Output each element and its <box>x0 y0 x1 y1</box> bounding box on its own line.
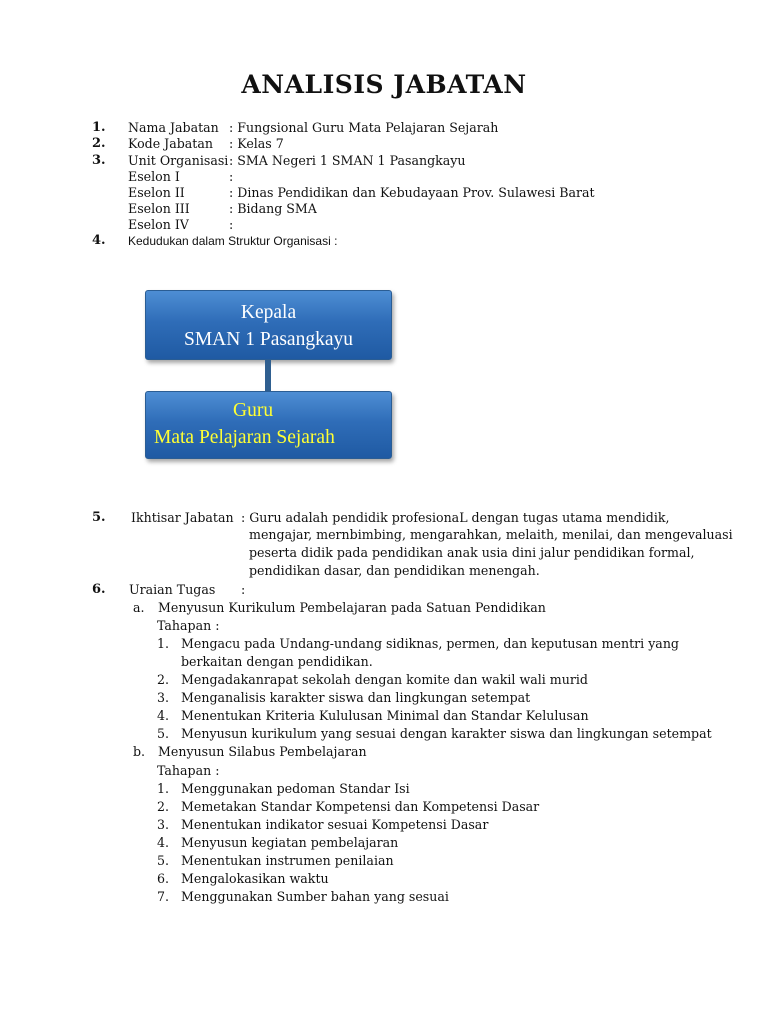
field-label: Unit Organisasi <box>128 153 229 168</box>
field-value: : Kelas 7 <box>229 136 284 151</box>
list-item <box>157 689 531 707</box>
list-text: Menyusun kurikulum yang sesuai dengan karakter siswa dan lingkungan setempat <box>181 726 712 741</box>
list-number: 6. <box>157 871 170 886</box>
list-text: Mengalokasikan waktu <box>181 871 329 886</box>
subsection-a <box>133 599 546 617</box>
org-box-line: Guru <box>233 400 274 421</box>
field-number: 1. <box>92 120 106 135</box>
list-number: 1. <box>157 636 170 651</box>
field-label: Eselon III <box>128 201 190 216</box>
field-value: : <box>229 217 234 232</box>
list-number: 2. <box>157 672 170 687</box>
tahapan-label: Tahapan : <box>157 763 220 778</box>
list-item <box>157 888 449 906</box>
list-text: Menentukan instrumen penilaian <box>181 853 394 868</box>
section-label: Uraian Tugas <box>129 582 216 597</box>
list-number: 3. <box>157 690 170 705</box>
list-text: Mengacu pada Undang-undang sidiknas, permen, dan keputusan mentri yang <box>181 636 679 651</box>
ikhtisar-line: peserta didik pada pendidikan anak usia dini jalur pendidikan formal, <box>249 545 695 560</box>
ikhtisar-line: pendidikan dasar, dan pendidikan menengah. <box>249 563 540 578</box>
list-number: 7. <box>157 889 170 904</box>
list-item <box>157 834 399 852</box>
org-box-kepala <box>145 290 392 360</box>
field-value: : <box>229 169 234 184</box>
list-text: Menggunakan pedoman Standar Isi <box>181 781 410 796</box>
section-colon: : <box>241 582 246 597</box>
list-text: Menganalisis karakter siswa dan lingkungan setempat <box>181 690 531 705</box>
list-text: Memetakan Standar Kompetensi dan Kompetensi Dasar <box>181 799 540 814</box>
list-item <box>157 816 489 834</box>
field-label: Eselon II <box>128 185 185 200</box>
list-number: 5. <box>157 853 170 868</box>
ikhtisar-line: : Guru adalah pendidik profesionaL dengan tugas utama mendidik, <box>241 510 670 525</box>
section-label: Ikhtisar Jabatan <box>131 510 234 525</box>
field-number: 3. <box>92 153 106 168</box>
org-connector <box>265 360 271 391</box>
list-text: Menentukan indikator sesuai Kompetensi Dasar <box>181 817 489 832</box>
subsection-title: Menyusun Silabus Pembelajaran <box>158 744 367 759</box>
tahapan-label: Tahapan : <box>157 618 220 633</box>
list-item <box>157 707 589 725</box>
field-label: Kode Jabatan <box>128 136 213 151</box>
org-box-line: Mata Pelajaran Sejarah <box>154 427 335 448</box>
field-value: : Dinas Pendidikan dan Kebudayaan Prov. Sulawesi Barat <box>229 185 595 200</box>
list-number: 5. <box>157 726 170 741</box>
list-item <box>157 780 410 798</box>
list-number: 3. <box>157 817 170 832</box>
org-box-guru <box>145 391 392 459</box>
subsection-title: Menyusun Kurikulum Pembelajaran pada Satuan Pendidikan <box>158 600 546 615</box>
field-value: : Fungsional Guru Mata Pelajaran Sejarah <box>229 120 499 135</box>
field-label: Eselon I <box>128 169 180 184</box>
list-text: berkaitan dengan pendidikan. <box>181 654 373 669</box>
list-number: 1. <box>157 781 170 796</box>
ikhtisar-line: mengajar, mernbimbing, mengarahkan, melaith, menilai, dan mengevaluasi <box>249 527 733 542</box>
list-number: 4. <box>157 708 170 723</box>
list-item <box>157 798 540 816</box>
list-item <box>157 870 329 888</box>
field-number: 4. <box>92 233 106 248</box>
org-box-line: Kepala <box>240 302 297 323</box>
org-box-line: SMAN 1 Pasangkayu <box>184 329 353 350</box>
subsection-letter: a. <box>133 600 145 615</box>
list-item <box>157 635 679 653</box>
list-number: 4. <box>157 835 170 850</box>
field-label: Kedudukan dalam Struktur Organisasi : <box>128 234 338 248</box>
list-text: Mengadakanrapat sekolah dengan komite dan wakil wali murid <box>181 672 588 687</box>
field-label: Eselon IV <box>128 217 189 232</box>
section-number: 5. <box>92 510 106 525</box>
list-item <box>157 852 394 870</box>
field-value: : SMA Negeri 1 SMAN 1 Pasangkayu <box>229 153 466 168</box>
subsection-letter: b. <box>133 744 146 759</box>
list-item <box>157 671 588 689</box>
field-value: : Bidang SMA <box>229 201 317 216</box>
list-text: Menggunakan Sumber bahan yang sesuai <box>181 889 449 904</box>
section-number: 6. <box>92 582 106 597</box>
field-label: Nama Jabatan <box>128 120 219 135</box>
list-text: Menentukan Kriteria Kululusan Minimal dan Standar Kelulusan <box>181 708 589 723</box>
list-item <box>157 725 712 743</box>
list-text: Menyusun kegiatan pembelajaran <box>181 835 399 850</box>
field-number: 2. <box>92 136 106 151</box>
document-title: ANALISIS JABATAN <box>241 70 527 99</box>
subsection-b <box>133 743 367 761</box>
list-number: 2. <box>157 799 170 814</box>
